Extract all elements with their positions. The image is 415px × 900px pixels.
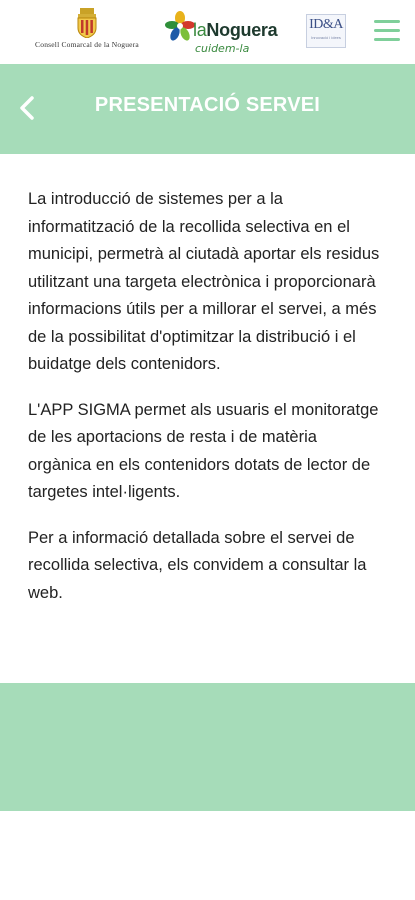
la-noguera-logo (165, 8, 293, 56)
top-bar (0, 0, 415, 64)
menu-line (374, 20, 400, 23)
page-title: PRESENTACIÓ SERVEI (94, 94, 321, 116)
idea-logo-subtitle: Innovació i idees (311, 35, 341, 40)
intro-paragraph: La introducció de sistemes per a la informatització de la recollida selectiva en el municipi, permetrà al ciutadà aportar els residus utilitzant una targeta electrònica i proporcionarà informacions útils per a millorar el servei, a més de la possibilitat d'optimitzar la distribució i el buidatge dels contenidors. (28, 190, 380, 373)
back-button[interactable] (14, 90, 44, 126)
idea-logo-mark: ID&A (309, 17, 343, 32)
menu-line (374, 29, 400, 32)
idea-logo (306, 14, 346, 48)
brand-name: Noguera (206, 20, 278, 40)
council-logo (14, 8, 160, 56)
footer-band (0, 683, 415, 811)
brand-prefix: la (193, 20, 207, 40)
la-noguera-tagline: cuidem-la (195, 42, 250, 55)
flower-icon (165, 10, 195, 44)
menu-line (374, 38, 400, 41)
coat-of-arms-icon (75, 8, 99, 38)
service-description (28, 186, 383, 625)
council-logo-caption: Consell Comarcal de la Noguera (35, 40, 139, 49)
page-header (0, 64, 415, 154)
la-noguera-brand (193, 20, 277, 41)
hamburger-menu-icon[interactable] (374, 20, 400, 42)
app-paragraph: L'APP SIGMA permet als usuaris el monitoratge de les aportacions de resta i de matèria orgànica en els contenidors dotats de lector de targetes intel·ligents. (28, 400, 379, 501)
web-paragraph: Per a informació detallada sobre el servei de recollida selectiva, els convidem a consultar la web. (28, 528, 367, 602)
chevron-left-icon (14, 90, 44, 126)
